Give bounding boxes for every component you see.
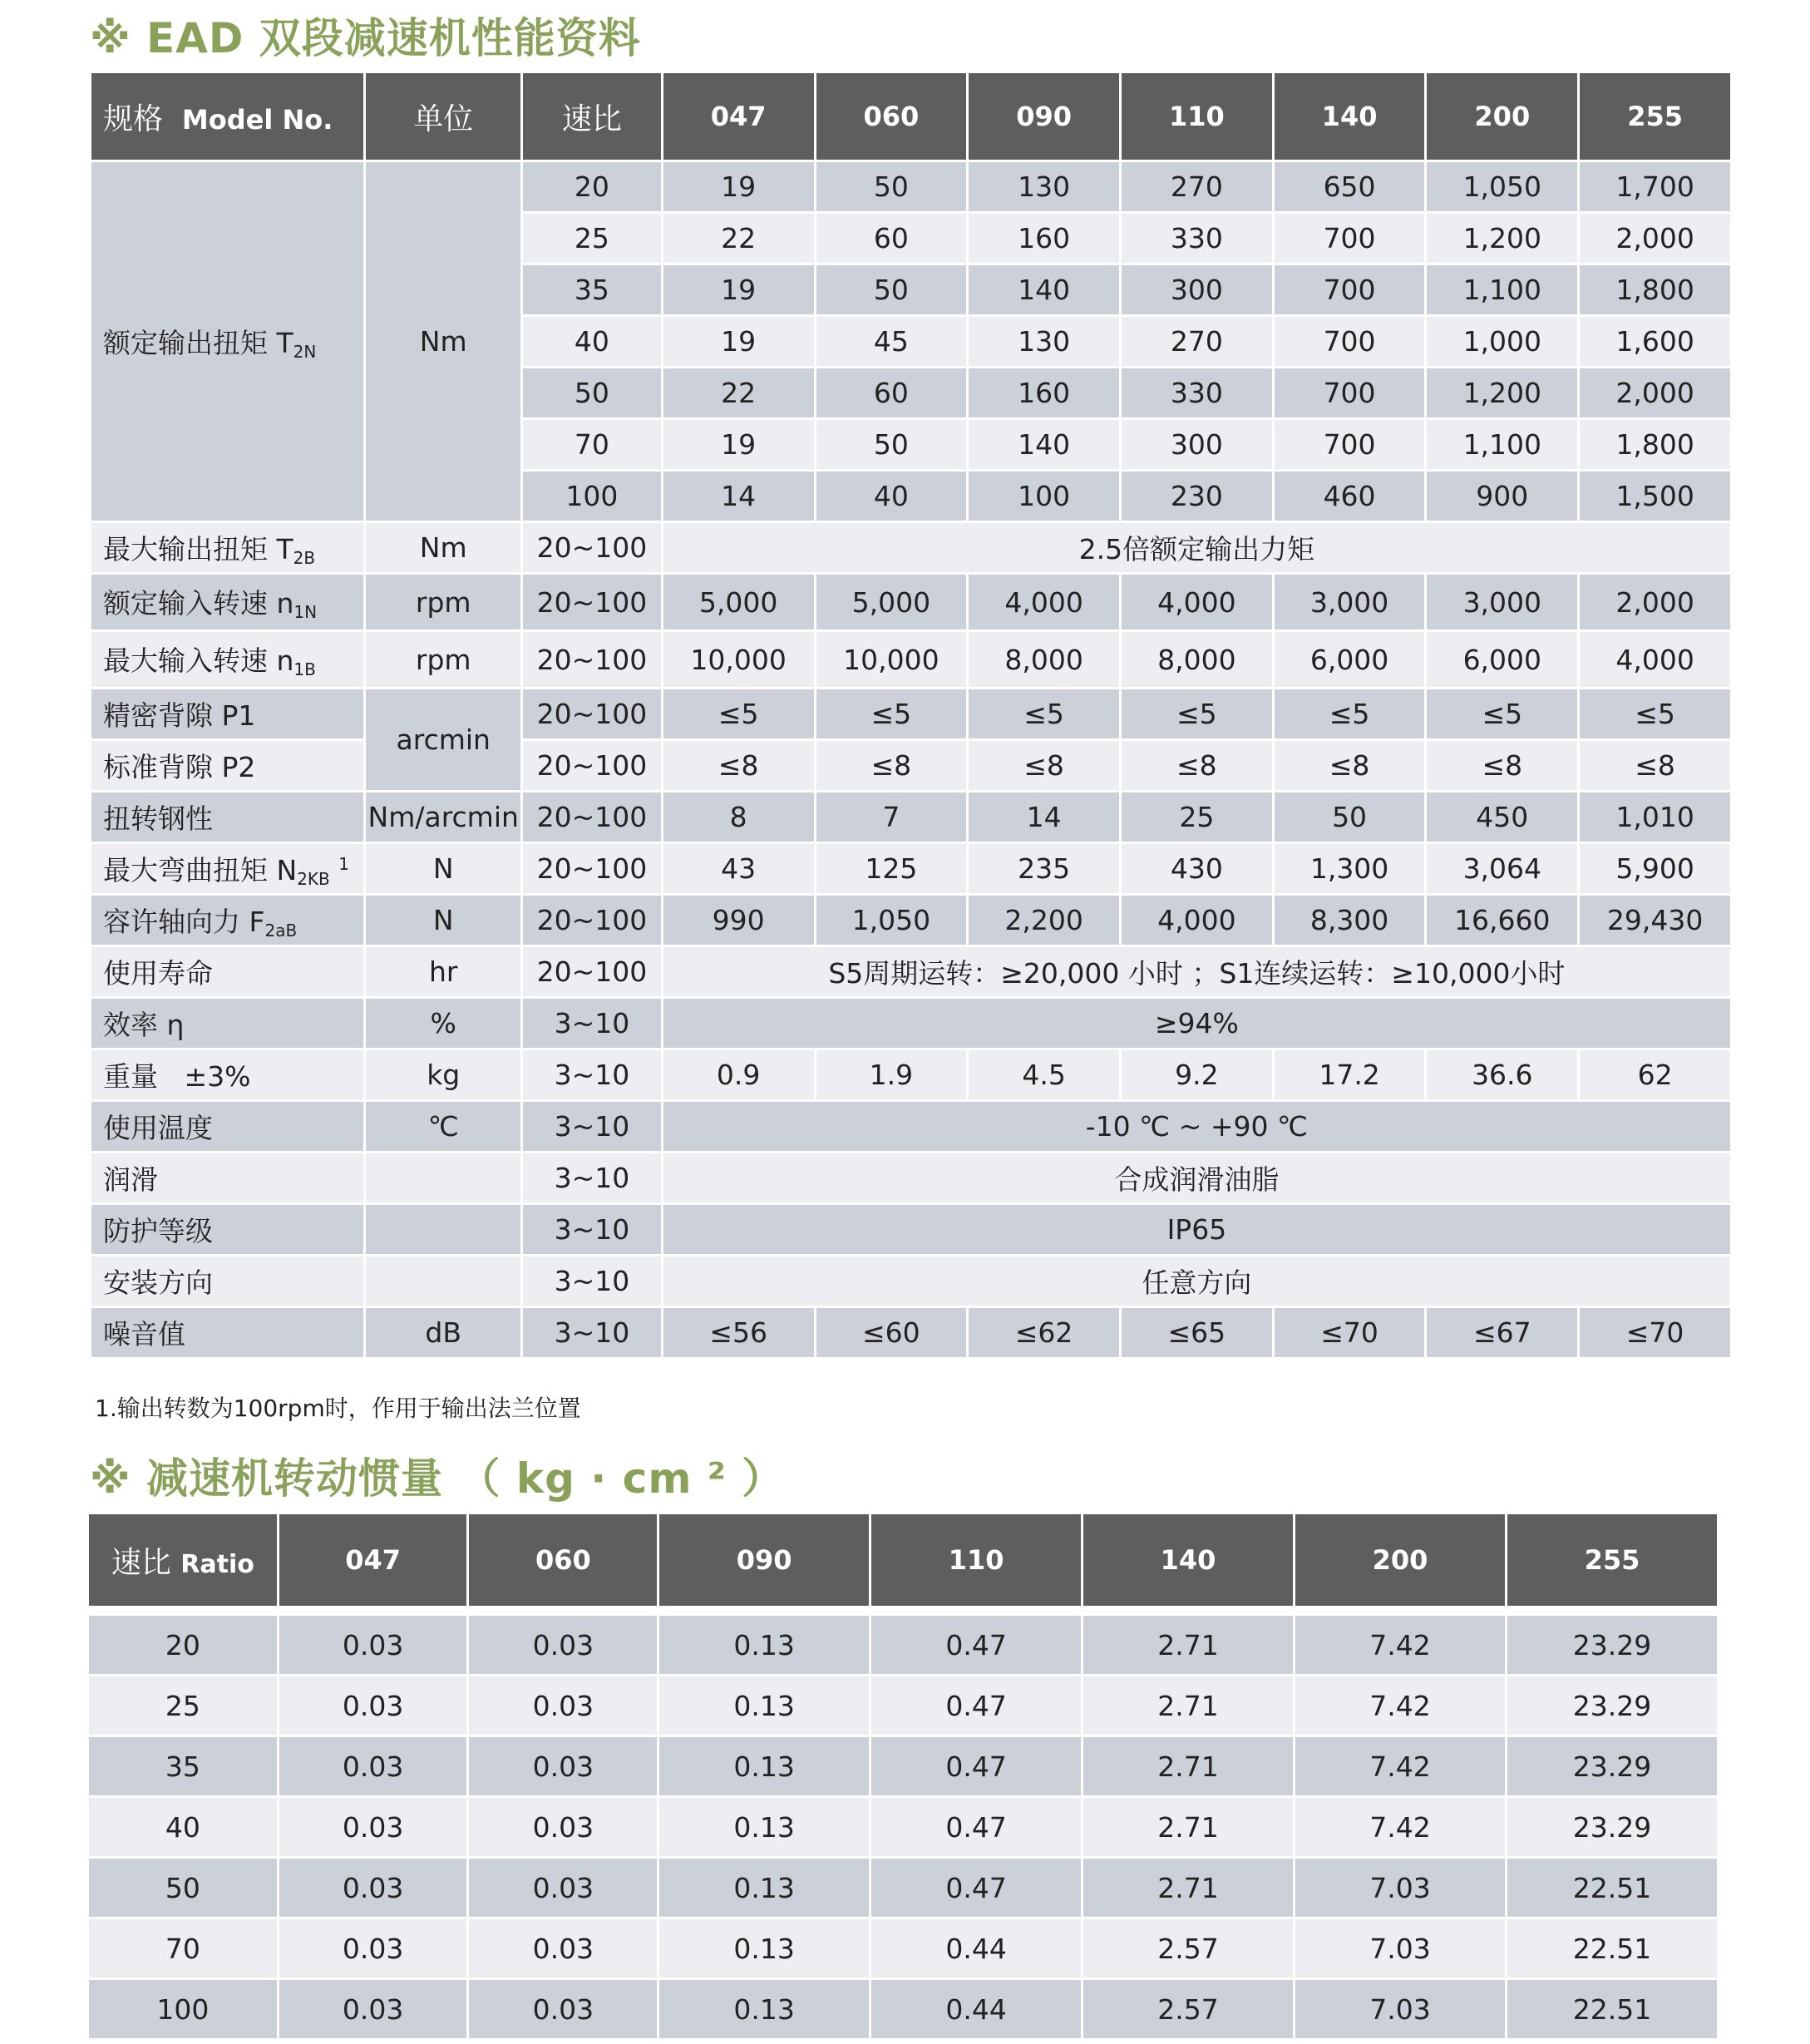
header-model: 047 — [663, 73, 814, 160]
value-cell: 0.44 — [871, 1919, 1081, 1977]
value-cell: 10,000 — [663, 632, 814, 687]
value-cell: 300 — [1122, 265, 1272, 314]
header-model: 255 — [1580, 73, 1730, 160]
merged-value-cell: S5周期运转：≥20,000 小时 ；S1连续运转：≥10,000小时 — [663, 947, 1730, 996]
spacer-cell — [89, 1608, 1717, 1613]
ratio-cell: 20~100 — [523, 792, 661, 842]
value-cell: 45 — [816, 317, 967, 366]
table-row — [91, 575, 1730, 629]
value-cell: 3,000 — [1427, 575, 1577, 629]
value-cell: 0.13 — [659, 1919, 869, 1977]
value-cell: 23.29 — [1507, 1616, 1717, 1674]
merged-value-cell: 合成润滑油脂 — [663, 1153, 1730, 1202]
value-cell: 0.47 — [871, 1737, 1081, 1795]
rated-speed-label: 额定输入转速 $n_{1N}$ — [91, 575, 363, 629]
value-cell: 0.03 — [279, 1616, 467, 1674]
lube-label: 润滑 — [91, 1153, 363, 1202]
unit-cell: hr — [366, 947, 520, 996]
value-cell: 430 — [1122, 844, 1272, 893]
value-cell: 100 — [969, 472, 1119, 521]
value-cell: 19 — [663, 317, 814, 366]
value-cell: 1,600 — [1580, 317, 1730, 366]
value-cell: ≤8 — [1427, 741, 1577, 790]
value-cell: 450 — [1427, 792, 1577, 842]
value-cell: 0.03 — [469, 1980, 657, 2038]
value-cell: 230 — [1122, 472, 1272, 521]
protection-label: 防护等级 — [91, 1205, 363, 1254]
table-row — [91, 1257, 1730, 1306]
max-speed-label: 最大输入转速 $n_{1B}$ — [91, 632, 363, 687]
value-cell: 7.42 — [1295, 1616, 1505, 1674]
ratio-cell: 3~10 — [523, 1102, 661, 1151]
value-cell: 0.13 — [659, 1859, 869, 1917]
value-cell: 650 — [1275, 162, 1425, 211]
table-row — [91, 844, 1730, 893]
backlash-p2-label: 标准背隙 P2 — [91, 741, 363, 790]
value-cell: 6,000 — [1275, 632, 1425, 687]
unit-cell: % — [366, 999, 520, 1048]
table-row — [91, 1102, 1730, 1151]
efficiency-label: 效率 η — [91, 999, 363, 1048]
performance-title: ※ EAD 双段减速机性能资料 — [90, 14, 641, 62]
value-cell: 140 — [969, 420, 1119, 469]
table-row — [89, 1980, 1717, 2038]
value-cell: 300 — [1122, 420, 1272, 469]
value-cell: 14 — [663, 472, 814, 521]
value-cell: 8,000 — [1122, 632, 1272, 687]
value-cell: 0.03 — [279, 1737, 467, 1795]
value-cell: 4,000 — [1122, 896, 1272, 945]
value-cell: 0.47 — [871, 1859, 1081, 1917]
value-cell: 0.13 — [659, 1980, 869, 2038]
value-cell: ≤8 — [969, 741, 1119, 790]
value-cell: 7.03 — [1295, 1919, 1505, 1977]
header-spec: 规格 Model No. — [91, 73, 363, 160]
value-cell: ≤8 — [663, 741, 814, 790]
ratio-cell: 100 — [89, 1980, 277, 2038]
mounting-label: 安装方向 — [91, 1257, 363, 1306]
value-cell: 1,000 — [1427, 317, 1577, 366]
footnote: 1.输出转数为100rpm时，作用于输出法兰位置 — [95, 1395, 581, 1422]
value-cell: 1,700 — [1580, 162, 1730, 211]
value-cell: 700 — [1275, 368, 1425, 417]
ratio-cell: 40 — [89, 1798, 277, 1856]
ratio-cell: 100 — [523, 472, 661, 521]
header-model: 110 — [1122, 73, 1272, 160]
value-cell: 0.03 — [469, 1737, 657, 1795]
value-cell: 1,200 — [1427, 368, 1577, 417]
value-cell: 2.57 — [1083, 1919, 1293, 1977]
value-cell: 0.03 — [469, 1616, 657, 1674]
value-cell: 0.9 — [663, 1050, 814, 1099]
ratio-cell: 20~100 — [523, 575, 661, 629]
ratio-cell: 20~100 — [523, 947, 661, 996]
table-row — [91, 896, 1730, 945]
ratio-cell: 3~10 — [523, 1308, 661, 1357]
header-ratio: 速比 Ratio — [89, 1514, 277, 1606]
table-row — [91, 1153, 1730, 1202]
ratio-cell: 20~100 — [523, 523, 661, 572]
value-cell: 22 — [663, 214, 814, 263]
value-cell: 4,000 — [1580, 632, 1730, 687]
value-cell: 270 — [1122, 317, 1272, 366]
value-cell: ≤8 — [816, 741, 967, 790]
unit-cell: dB — [366, 1308, 520, 1357]
ratio-cell: 20~100 — [523, 844, 661, 893]
value-cell: 10,000 — [816, 632, 967, 687]
value-cell: 2,000 — [1580, 575, 1730, 629]
max-torque-label: 最大输出扭矩 $T_{2B}$ — [91, 523, 363, 572]
value-cell: 7.03 — [1295, 1859, 1505, 1917]
unit-cell: N — [366, 896, 520, 945]
axial-label: 容许轴向力 $F_{2aB}$ — [91, 896, 363, 945]
value-cell: 2.71 — [1083, 1676, 1293, 1735]
table-row — [91, 1308, 1730, 1357]
ratio-cell: 3~10 — [523, 1205, 661, 1254]
value-cell: 0.13 — [659, 1737, 869, 1795]
value-cell: ≤8 — [1122, 741, 1272, 790]
table-row — [89, 1919, 1717, 1977]
value-cell: ≤5 — [1427, 689, 1577, 738]
value-cell: 4.5 — [969, 1050, 1119, 1099]
weight-label: 重量 ±3% — [91, 1050, 363, 1099]
value-cell: ≤8 — [1275, 741, 1425, 790]
value-cell: 1,800 — [1580, 265, 1730, 314]
value-cell: ≤56 — [663, 1308, 814, 1357]
rated-torque-label: 额定输出扭矩 $T_{2N}$ — [91, 162, 363, 521]
value-cell: 8,000 — [969, 632, 1119, 687]
table-row — [91, 999, 1730, 1048]
value-cell: 0.47 — [871, 1798, 1081, 1856]
value-cell: 7.42 — [1295, 1737, 1505, 1795]
value-cell: 1,300 — [1275, 844, 1425, 893]
unit-cell: kg — [366, 1050, 520, 1099]
inertia-header-row — [89, 1514, 1717, 1606]
value-cell: 14 — [969, 792, 1119, 842]
value-cell: 6,000 — [1427, 632, 1577, 687]
table-row — [91, 632, 1730, 687]
value-cell: 50 — [1275, 792, 1425, 842]
value-cell: 0.13 — [659, 1798, 869, 1856]
ratio-cell: 35 — [523, 265, 661, 314]
value-cell: 270 — [1122, 162, 1272, 211]
value-cell: 8 — [663, 792, 814, 842]
value-cell: 5,900 — [1580, 844, 1730, 893]
table-row — [91, 741, 1730, 790]
value-cell: 29,430 — [1580, 896, 1730, 945]
stiffness-label: 扭转钢性 — [91, 792, 363, 842]
ratio-cell: 20~100 — [523, 632, 661, 687]
ratio-cell: 3~10 — [523, 1050, 661, 1099]
ratio-cell: 20~100 — [523, 741, 661, 790]
value-cell: 2.71 — [1083, 1859, 1293, 1917]
header-model: 200 — [1295, 1514, 1505, 1606]
backlash-p1-label: 精密背隙 P1 — [91, 689, 363, 738]
value-cell: 1,100 — [1427, 420, 1577, 469]
ratio-cell: 3~10 — [523, 999, 661, 1048]
value-cell: 130 — [969, 162, 1119, 211]
value-cell: 0.03 — [279, 1980, 467, 2038]
value-cell: 0.03 — [279, 1798, 467, 1856]
unit-cell: Nm/arcmin — [366, 792, 520, 842]
rated-torque-unit: Nm — [366, 162, 520, 521]
header-model: 090 — [969, 73, 1119, 160]
backlash-unit: arcmin — [366, 689, 520, 790]
value-cell: 1,500 — [1580, 472, 1730, 521]
life-label: 使用寿命 — [91, 947, 363, 996]
ratio-cell: 20~100 — [523, 689, 661, 738]
value-cell: 1,800 — [1580, 420, 1730, 469]
ratio-cell: 50 — [523, 368, 661, 417]
header-model: 200 — [1427, 73, 1577, 160]
value-cell: 0.44 — [871, 1980, 1081, 2038]
unit-cell: rpm — [366, 632, 520, 687]
header-model: 110 — [871, 1514, 1081, 1606]
value-cell: 7 — [816, 792, 967, 842]
value-cell: 700 — [1275, 214, 1425, 263]
value-cell: ≤5 — [1580, 689, 1730, 738]
value-cell: 0.47 — [871, 1616, 1081, 1674]
value-cell: 23.29 — [1507, 1676, 1717, 1735]
value-cell: 160 — [969, 214, 1119, 263]
performance-header-row — [91, 73, 1730, 160]
ratio-cell: 20~100 — [523, 896, 661, 945]
header-model: 255 — [1507, 1514, 1717, 1606]
value-cell: 1,010 — [1580, 792, 1730, 842]
value-cell: ≤70 — [1580, 1308, 1730, 1357]
value-cell: 23.29 — [1507, 1737, 1717, 1795]
value-cell: 50 — [816, 420, 967, 469]
value-cell: 0.03 — [469, 1676, 657, 1735]
value-cell: 7.42 — [1295, 1676, 1505, 1735]
unit-cell — [366, 1205, 520, 1254]
value-cell: 1,050 — [1427, 162, 1577, 211]
value-cell: 330 — [1122, 214, 1272, 263]
table-row — [91, 523, 1730, 572]
value-cell: 19 — [663, 420, 814, 469]
value-cell: 160 — [969, 368, 1119, 417]
value-cell: ≤62 — [969, 1308, 1119, 1357]
value-cell: 0.03 — [279, 1676, 467, 1735]
value-cell: 23.29 — [1507, 1798, 1717, 1856]
value-cell: 900 — [1427, 472, 1577, 521]
table-row — [89, 1859, 1717, 1917]
value-cell: 330 — [1122, 368, 1272, 417]
table-row — [91, 162, 1730, 211]
header-model: 140 — [1275, 73, 1425, 160]
value-cell: 40 — [816, 472, 967, 521]
merged-value-cell: ≥94% — [663, 999, 1730, 1048]
value-cell: 235 — [969, 844, 1119, 893]
bending-label: 最大弯曲扭矩 $N_{2KB}$ $^1$ — [91, 844, 363, 893]
ratio-cell: 25 — [523, 214, 661, 263]
value-cell: 460 — [1275, 472, 1425, 521]
value-cell: 3,064 — [1427, 844, 1577, 893]
value-cell: 1.9 — [816, 1050, 967, 1099]
value-cell: 50 — [816, 162, 967, 211]
table-row — [91, 1205, 1730, 1254]
ratio-cell: 20 — [523, 162, 661, 211]
value-cell: 1,100 — [1427, 265, 1577, 314]
table-row — [89, 1798, 1717, 1856]
unit-cell — [366, 1257, 520, 1306]
unit-cell: rpm — [366, 575, 520, 629]
ratio-cell: 3~10 — [523, 1257, 661, 1306]
value-cell: 700 — [1275, 317, 1425, 366]
ratio-cell: 50 — [89, 1859, 277, 1917]
value-cell: 9.2 — [1122, 1050, 1272, 1099]
merged-value-cell: 2.5倍额定输出力矩 — [663, 523, 1730, 572]
value-cell: 1,200 — [1427, 214, 1577, 263]
inertia-table — [86, 1512, 1719, 2041]
value-cell: 3,000 — [1275, 575, 1425, 629]
value-cell: 19 — [663, 265, 814, 314]
ratio-cell: 25 — [89, 1676, 277, 1735]
header-model: 090 — [659, 1514, 869, 1606]
unit-cell — [366, 1153, 520, 1202]
header-unit: 单位 — [366, 73, 520, 160]
value-cell: 130 — [969, 317, 1119, 366]
value-cell: 4,000 — [1122, 575, 1272, 629]
unit-cell: Nm — [366, 523, 520, 572]
temp-label: 使用温度 — [91, 1102, 363, 1151]
value-cell: 50 — [816, 265, 967, 314]
value-cell: 43 — [663, 844, 814, 893]
value-cell: 5,000 — [816, 575, 967, 629]
value-cell: 1,050 — [816, 896, 967, 945]
value-cell: 22.51 — [1507, 1859, 1717, 1917]
value-cell: ≤70 — [1275, 1308, 1425, 1357]
value-cell: 0.13 — [659, 1676, 869, 1735]
merged-value-cell: 任意方向 — [663, 1257, 1730, 1306]
ratio-cell: 3~10 — [523, 1153, 661, 1202]
value-cell: 125 — [816, 844, 967, 893]
value-cell: 700 — [1275, 265, 1425, 314]
performance-table — [89, 71, 1733, 1360]
ratio-cell: 70 — [89, 1919, 277, 1977]
value-cell: 60 — [816, 368, 967, 417]
value-cell: 16,660 — [1427, 896, 1577, 945]
value-cell: 0.03 — [469, 1859, 657, 1917]
noise-label: 噪音值 — [91, 1308, 363, 1357]
value-cell: ≤5 — [1122, 689, 1272, 738]
value-cell: ≤5 — [663, 689, 814, 738]
value-cell: 36.6 — [1427, 1050, 1577, 1099]
value-cell: 0.47 — [871, 1676, 1081, 1735]
value-cell: 2.71 — [1083, 1737, 1293, 1795]
value-cell: ≤8 — [1580, 741, 1730, 790]
value-cell: 0.13 — [659, 1616, 869, 1674]
value-cell: 19 — [663, 162, 814, 211]
value-cell: ≤5 — [969, 689, 1119, 738]
ratio-cell: 40 — [523, 317, 661, 366]
value-cell: 25 — [1122, 792, 1272, 842]
value-cell: 8,300 — [1275, 896, 1425, 945]
header-ratio: 速比 — [523, 73, 661, 160]
table-row — [91, 689, 1730, 738]
table-row — [91, 947, 1730, 996]
inertia-title: ※ 减速机转动惯量 （ kg · cm ² ） — [90, 1454, 785, 1503]
table-row — [89, 1737, 1717, 1795]
value-cell: 2.71 — [1083, 1616, 1293, 1674]
value-cell: 2.71 — [1083, 1798, 1293, 1856]
value-cell: 7.03 — [1295, 1980, 1505, 2038]
header-model: 047 — [279, 1514, 467, 1606]
value-cell: 22.51 — [1507, 1980, 1717, 2038]
unit-cell: N — [366, 844, 520, 893]
value-cell: 5,000 — [663, 575, 814, 629]
value-cell: 62 — [1580, 1050, 1730, 1099]
value-cell: ≤60 — [816, 1308, 967, 1357]
value-cell: 22 — [663, 368, 814, 417]
merged-value-cell: IP65 — [663, 1205, 1730, 1254]
merged-value-cell: -10 ℃ ~ +90 ℃ — [663, 1102, 1730, 1151]
header-model: 140 — [1083, 1514, 1293, 1606]
value-cell: 4,000 — [969, 575, 1119, 629]
table-row — [89, 1676, 1717, 1735]
value-cell: 7.42 — [1295, 1798, 1505, 1856]
unit-cell: ℃ — [366, 1102, 520, 1151]
table-row — [91, 792, 1730, 842]
value-cell: 17.2 — [1275, 1050, 1425, 1099]
ratio-cell: 35 — [89, 1737, 277, 1795]
value-cell: ≤5 — [1275, 689, 1425, 738]
value-cell: ≤5 — [816, 689, 967, 738]
value-cell: 0.03 — [469, 1919, 657, 1977]
table-row — [91, 1050, 1730, 1099]
value-cell: 0.03 — [469, 1798, 657, 1856]
table-row — [89, 1616, 1717, 1674]
value-cell: 700 — [1275, 420, 1425, 469]
value-cell: 2,000 — [1580, 214, 1730, 263]
value-cell: 990 — [663, 896, 814, 945]
ratio-cell: 70 — [523, 420, 661, 469]
value-cell: 140 — [969, 265, 1119, 314]
value-cell: 2,200 — [969, 896, 1119, 945]
header-spacer — [89, 1608, 1717, 1613]
value-cell: 2,000 — [1580, 368, 1730, 417]
value-cell: ≤65 — [1122, 1308, 1272, 1357]
value-cell: 0.03 — [279, 1919, 467, 1977]
value-cell: 60 — [816, 214, 967, 263]
value-cell: 2.57 — [1083, 1980, 1293, 2038]
header-model: 060 — [816, 73, 967, 160]
value-cell: ≤67 — [1427, 1308, 1577, 1357]
ratio-cell: 20 — [89, 1616, 277, 1674]
header-model: 060 — [469, 1514, 657, 1606]
value-cell: 22.51 — [1507, 1919, 1717, 1977]
value-cell: 0.03 — [279, 1859, 467, 1917]
